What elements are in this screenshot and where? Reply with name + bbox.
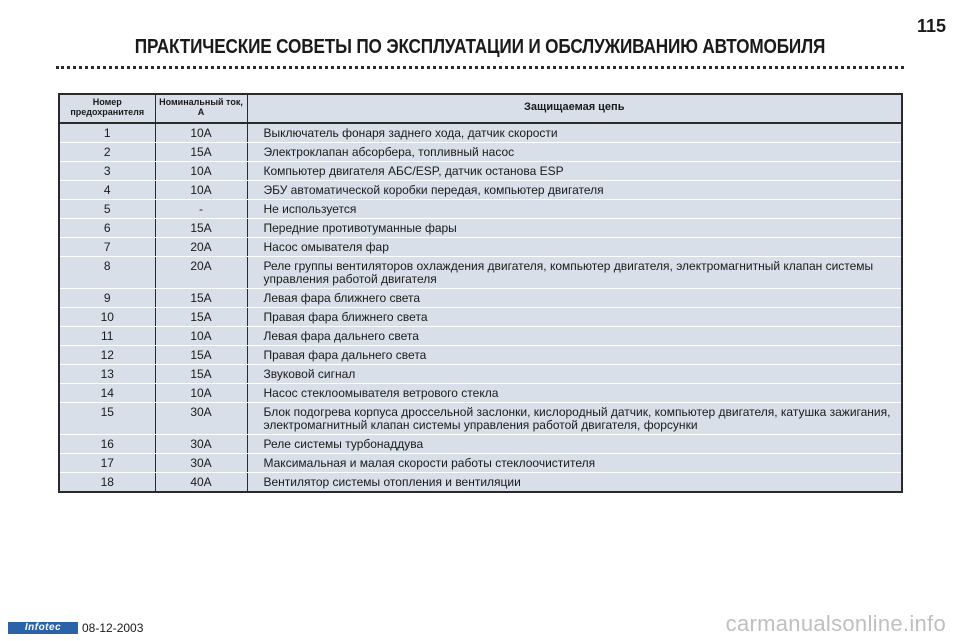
rated-current-cell: 30A [155, 435, 247, 454]
protected-circuit-cell: Максимальная и малая скорости работы стеклоочистителя [247, 454, 902, 473]
protected-circuit-cell: Выключатель фонаря заднего хода, датчик скорости [247, 123, 902, 143]
protected-circuit-cell: Звуковой сигнал [247, 365, 902, 384]
rated-current-cell: 10A [155, 384, 247, 403]
protected-circuit-cell: Насос стеклоомывателя ветрового стекла [247, 384, 902, 403]
footer-date: 08-12-2003 [82, 621, 144, 635]
table-row [59, 308, 902, 327]
page-number: 115 [916, 16, 946, 36]
table-row [59, 200, 902, 219]
table-row [59, 473, 902, 493]
fuse-number-cell: 2 [59, 143, 155, 162]
rated-current-cell: 30A [155, 403, 247, 435]
rated-current-cell: 10A [155, 181, 247, 200]
rated-current-cell: 15A [155, 219, 247, 238]
protected-circuit-cell: Насос омывателя фар [247, 238, 902, 257]
table-row [59, 403, 902, 435]
table-row [59, 365, 902, 384]
rated-current-cell: 15A [155, 365, 247, 384]
fuse-number-cell: 15 [59, 403, 155, 435]
fuse-number-cell: 16 [59, 435, 155, 454]
fuse-number-cell: 3 [59, 162, 155, 181]
infotec-logo: Infotec [8, 622, 78, 634]
fuse-rows [59, 123, 902, 492]
table-row [59, 257, 902, 289]
fuse-number-cell: 5 [59, 200, 155, 219]
protected-circuit-cell: Блок подогрева корпуса дроссельной заслонки, кислородный датчик, компьютер двигателя, катушка зажигания, электромагнитный клапан системы управления работой двигателя, форсунки [247, 403, 902, 435]
header-protected-circuit: Защищаемая цепь [247, 94, 902, 123]
fuse-number-cell: 10 [59, 308, 155, 327]
watermark: carmanualsonline.info [725, 611, 946, 636]
fuse-number-cell: 12 [59, 346, 155, 365]
protected-circuit-cell: Реле системы турбонаддува [247, 435, 902, 454]
header-fuse-number: Номер предохранителя [59, 94, 155, 123]
protected-circuit-cell: Не используется [247, 200, 902, 219]
protected-circuit-cell: Левая фара ближнего света [247, 289, 902, 308]
fuse-number-cell: 13 [59, 365, 155, 384]
fuse-number-cell: 1 [59, 123, 155, 143]
table-header-row [59, 94, 902, 123]
table-row [59, 327, 902, 346]
table-row [59, 162, 902, 181]
table-row [59, 435, 902, 454]
fuse-number-cell: 17 [59, 454, 155, 473]
rated-current-cell: 20A [155, 257, 247, 289]
rated-current-cell: 10A [155, 162, 247, 181]
fuse-number-cell: 8 [59, 257, 155, 289]
protected-circuit-cell: Правая фара дальнего света [247, 346, 902, 365]
protected-circuit-cell: Вентилятор системы отопления и вентиляции [247, 473, 902, 493]
protected-circuit-cell: Компьютер двигателя АБС/ESP, датчик останова ESP [247, 162, 902, 181]
rated-current-cell: 30A [155, 454, 247, 473]
rated-current-cell: 40A [155, 473, 247, 493]
dotted-divider [56, 66, 904, 69]
table-row [59, 181, 902, 200]
protected-circuit-cell: ЭБУ автоматической коробки передая, компьютер двигателя [247, 181, 902, 200]
table-row [59, 289, 902, 308]
rated-current-cell: 15A [155, 143, 247, 162]
fuse-number-cell: 7 [59, 238, 155, 257]
fuse-number-cell: 18 [100, 475, 114, 489]
table-row [59, 454, 902, 473]
table-row [59, 384, 902, 403]
fuse-table [58, 93, 903, 493]
fuse-number-cell: 9 [59, 289, 155, 308]
protected-circuit-cell: Правая фара ближнего света [247, 308, 902, 327]
fuse-number-cell: 11 [59, 327, 155, 346]
rated-current-cell: - [155, 200, 247, 219]
rated-current-cell: 15A [155, 308, 247, 327]
rated-current-cell: 15A [155, 289, 247, 308]
protected-circuit-cell: Реле группы вентиляторов охлаждения двигателя, компьютер двигателя, электромагнитный клапан системы управления работой двигателя [247, 257, 902, 289]
page-title: ПРАКТИЧЕСКИЕ СОВЕТЫ ПО ЭКСПЛУАТАЦИИ И ОБСЛУЖИВАНИЮ АВТОМОБИЛЯ [134, 36, 826, 58]
table-row [59, 346, 902, 365]
table-row [59, 219, 902, 238]
table-row [59, 123, 902, 143]
table-row [59, 143, 902, 162]
rated-current-cell: 10A [155, 123, 247, 143]
fuse-number-cell: 14 [59, 384, 155, 403]
fuse-number-cell: 4 [59, 181, 155, 200]
rated-current-cell: 10A [155, 327, 247, 346]
table-row [59, 238, 902, 257]
protected-circuit-cell: Электроклапан абсорбера, топливный насос [247, 143, 902, 162]
rated-current-cell: 15A [155, 346, 247, 365]
fuse-number-cell: 6 [59, 219, 155, 238]
protected-circuit-cell: Левая фара дальнего света [247, 327, 902, 346]
rated-current-cell: 20A [155, 238, 247, 257]
header-rated-current: Номинальный ток, А [155, 94, 247, 123]
protected-circuit-cell: Передние противотуманные фары [247, 219, 902, 238]
